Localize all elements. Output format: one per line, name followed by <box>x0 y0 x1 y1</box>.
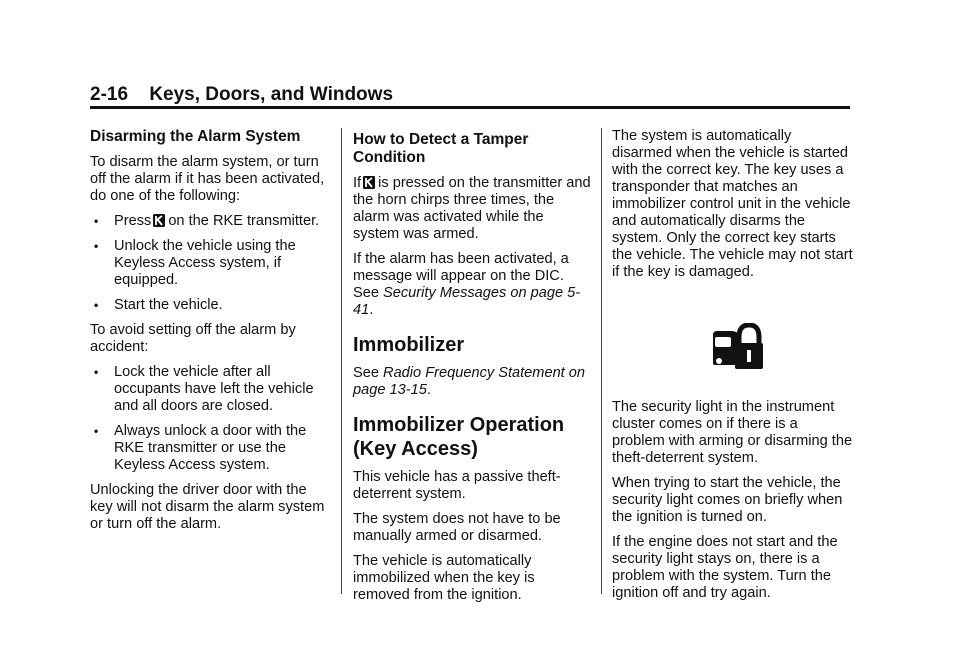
list-item: • Lock the vehicle after all occupants have left the vehicle and all doors are closed. <box>94 364 314 414</box>
list-item: • Start the vehicle. <box>94 297 223 313</box>
radio-frequency-link[interactable]: Radio Frequency Statement on page 13-15 <box>353 365 586 398</box>
column-3 <box>612 128 854 610</box>
section-title: Keys, Doors, and Windows <box>149 84 394 105</box>
security-light-icon <box>709 323 765 371</box>
operation-p1: This vehicle has a passive theft-deterrent system. <box>353 469 561 502</box>
tamper-paragraph: If is pressed on the transmitter and the horn chirps three times, the alarm was activated while the system was armed. <box>353 175 591 242</box>
disarming-heading: Disarming the Alarm System <box>90 128 301 145</box>
disarm-list <box>90 213 330 314</box>
immobilizer-heading: Immobilizer <box>353 334 465 356</box>
avoid-list <box>90 364 330 474</box>
tamper-heading: How to Detect a Tamper Condition <box>353 131 529 166</box>
engine-paragraph: If the engine does not start and the security light stays on, there is a problem with the system. Turn the ignition off and try again. <box>612 534 838 601</box>
list-item: • Unlock the vehicle using the Keyless Access system, if equipped. <box>94 238 296 288</box>
avoid-intro: To avoid setting off the alarm by accident: <box>90 322 296 355</box>
page-header <box>90 84 850 106</box>
operation-p2: The system does not have to be manually armed or disarmed. <box>353 511 561 544</box>
bullet-icon: • <box>94 239 99 253</box>
security-messages-link[interactable]: Security Messages on page 5-41 <box>353 285 581 318</box>
closing-note: Unlocking the driver door with the key will not disarm the alarm system or turn off the alarm. <box>90 482 325 532</box>
unlock-key-icon <box>363 176 375 189</box>
disarming-intro: To disarm the alarm system, or turn off the alarm if it has been activated, do one of the following: <box>90 154 325 204</box>
bullet-icon: • <box>94 298 99 312</box>
bullet-icon: • <box>94 424 99 438</box>
immobilizer-operation-heading: Immobilizer Operation (Key Access) <box>353 414 565 460</box>
auto-disarm-paragraph: The system is automatically disarmed when the vehicle is started with the correct key. The key uses a transponder that matches an immobilizer control unit in the vehicle and automatically disarms the system. Only the correct key starts the vehicle. The vehicle may not start if the key is damaged. <box>612 128 853 280</box>
list-item: • Always unlock a door with the RKE transmitter or use the Keyless Access system. <box>94 423 307 473</box>
unlock-key-icon <box>153 214 165 227</box>
bullet-icon: • <box>94 214 99 228</box>
immobilizer-see: See Radio Frequency Statement on page 13-15. <box>353 365 586 398</box>
operation-p3: The vehicle is automatically immobilized when the key is removed from the ignition. <box>353 553 535 603</box>
page-number: 2-16 <box>90 84 129 105</box>
column-2 <box>353 128 591 612</box>
header-rule <box>90 106 850 109</box>
bullet-icon: • <box>94 365 99 379</box>
column-divider <box>341 128 342 594</box>
column-1 <box>90 128 330 541</box>
column-divider <box>601 128 602 594</box>
dic-paragraph: If the alarm has been activated, a message will appear on the DIC. See Security Messages on page 5-41. <box>353 251 581 318</box>
start-paragraph: When trying to start the vehicle, the security light comes on briefly when the ignition is turned on. <box>612 475 843 525</box>
security-light-paragraph: The security light in the instrument cluster comes on if there is a problem with arming or disarming the theft-deterrent system. <box>612 399 853 466</box>
list-item: • Press on the RKE transmitter. <box>94 213 320 229</box>
